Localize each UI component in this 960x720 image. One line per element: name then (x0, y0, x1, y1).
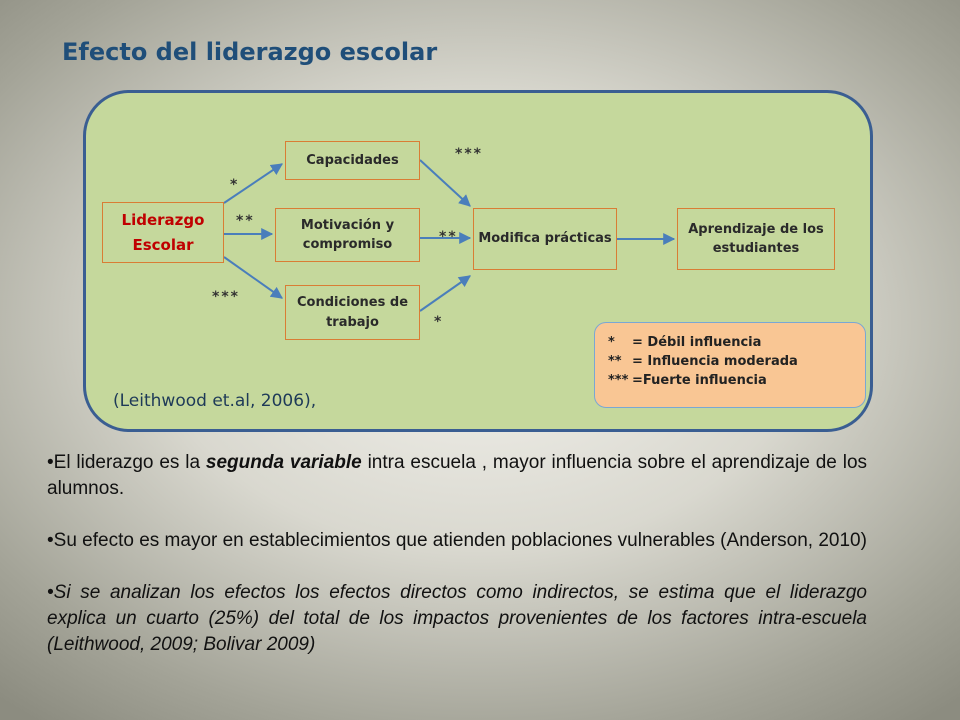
legend-symbol: *** (608, 373, 629, 388)
legend-symbol: ** (608, 354, 622, 369)
edge-strength-motivation-practices: ** (439, 229, 458, 245)
arrow-capacities-practices (420, 160, 470, 206)
node-leadership: Liderazgo Escolar (102, 202, 224, 263)
legend-row (608, 352, 865, 371)
legend-row (608, 371, 865, 390)
edge-strength-conditions-practices: * (434, 314, 444, 330)
bullet-item-1 (47, 450, 867, 502)
legend-row (608, 333, 865, 352)
node-conditions: Condiciones de trabajo (285, 285, 420, 340)
edge-strength-leader-motivation: ** (236, 213, 255, 229)
bullet-item-3: •Si se analizan los efectos los efectos directos como indirectos, se estima que el liderazgo explica un cuarto (25%) del total de los impactos provenientes de los factores intra-escuela (Leithwood, 2009; Bolivar 2009) (47, 582, 867, 655)
legend-meaning: =Fuerte influencia (632, 373, 767, 388)
bullet-text: •El liderazgo es la (47, 452, 206, 473)
node-capacities: Capacidades (285, 141, 420, 180)
bullet-item-2: •Su efecto es mayor en establecimientos que atienden poblaciones vulnerables (Anderson, 2010) (47, 530, 867, 551)
arrow-conditions-practices (420, 276, 470, 311)
bullet-emphasis: segunda variable (205, 452, 362, 473)
diagram-citation: (Leithwood et.al, 2006), (113, 391, 317, 411)
node-learning: Aprendizaje de los estudiantes (677, 208, 835, 270)
node-practices: Modifica prácticas (473, 208, 617, 270)
edge-strength-leader-capacities: * (230, 177, 240, 193)
edge-strength-leader-conditions: *** (212, 289, 240, 305)
slide-title: Efecto del liderazgo escolar (62, 38, 438, 66)
legend-meaning: = Débil influencia (632, 335, 762, 350)
legend-meaning: = Influencia moderada (632, 354, 798, 369)
bullet-list (47, 450, 867, 684)
bullet-text: intra escuela , mayor influencia sobre el aprendizaje de los alumnos. (47, 452, 868, 499)
legend-symbol: * (608, 335, 615, 350)
node-motivation: Motivación y compromiso (275, 208, 420, 262)
edge-strength-capacities-practices: *** (455, 146, 483, 162)
legend-box (594, 322, 866, 408)
